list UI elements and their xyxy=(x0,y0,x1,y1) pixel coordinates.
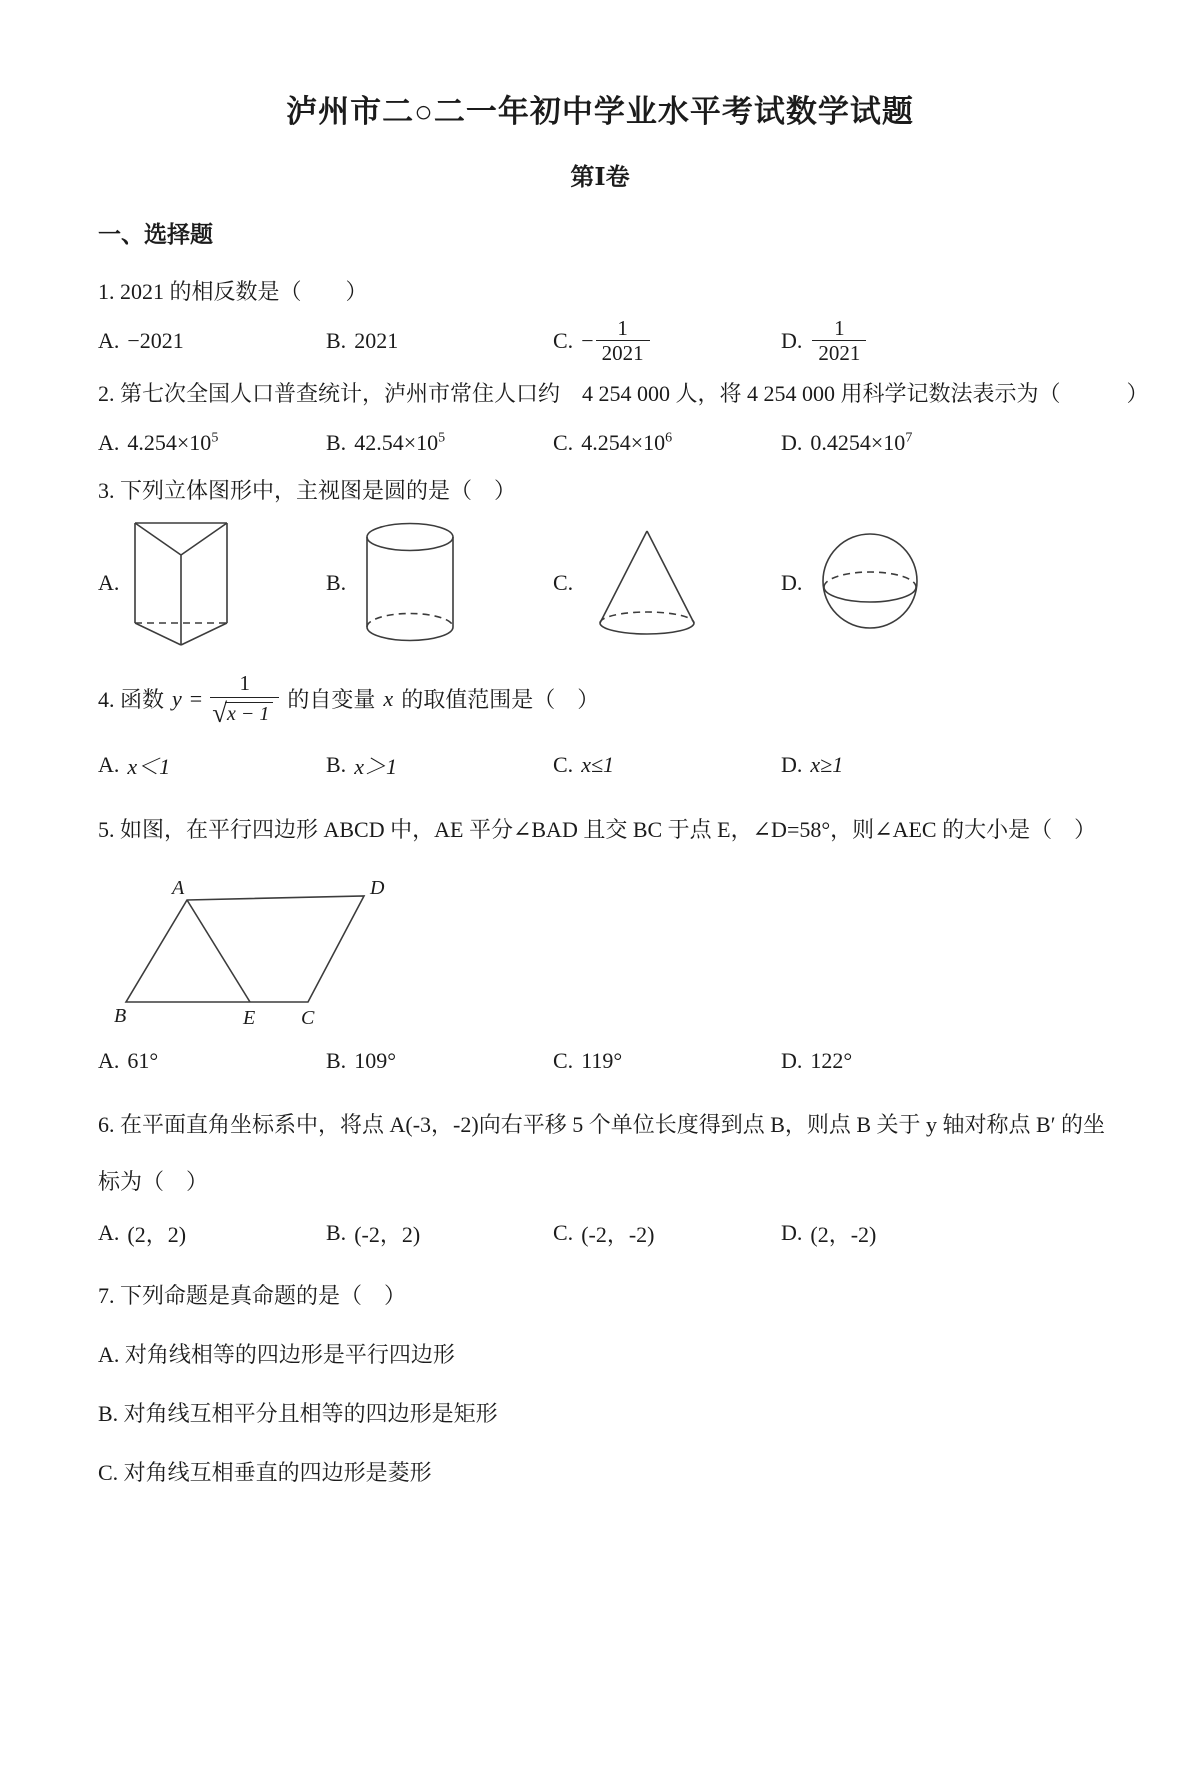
sphere-icon xyxy=(818,531,922,635)
q5-option-c xyxy=(553,1048,781,1074)
radical-sign: √ xyxy=(212,698,228,729)
cylinder-icon xyxy=(364,521,456,645)
question-7-stem: 7. 下列命题是真命题的是（ ） xyxy=(98,1282,407,1308)
q1-option-b xyxy=(326,328,553,354)
option-label: B. xyxy=(326,1220,347,1246)
q6-option-a xyxy=(98,1218,326,1249)
option-value: (-2，2) xyxy=(354,1221,421,1247)
fraction-denominator: 2021 xyxy=(596,340,650,365)
q4-fraction xyxy=(210,671,279,729)
option-label: D. xyxy=(781,327,803,353)
vertex-label-b: B xyxy=(114,1004,127,1027)
option-label: D. xyxy=(781,1220,803,1246)
option-value: $42.54\times 10^5$ xyxy=(354,430,446,456)
q6-option-b xyxy=(326,1218,553,1249)
minus-sign: − xyxy=(581,327,594,353)
option-value: x≥1 xyxy=(810,752,844,778)
volume-heading: 第Ⅰ卷 xyxy=(570,165,630,191)
fraction-numerator: 1 xyxy=(834,316,845,340)
exam-title: 泸州市二○二一年初中学业水平考试数学试题 xyxy=(286,94,914,129)
option-label: C. xyxy=(553,1220,574,1246)
vertex-label-c: C xyxy=(301,1006,315,1028)
option-label: A. xyxy=(98,752,120,778)
option-label: B. xyxy=(326,752,347,778)
question-5-options xyxy=(98,1048,1102,1074)
q1-option-d xyxy=(781,316,1102,365)
option-label: C. xyxy=(553,1047,574,1073)
question-2-stem: 2. 第七次全国人口普查统计，泸州市常住人口约 4 254 000 人，将 4 254 000 用科学记数法表示为（ ） xyxy=(98,381,1149,407)
parallelogram-figure xyxy=(112,870,412,1028)
q1-option-a xyxy=(98,328,326,354)
option-value: 61° xyxy=(127,1047,159,1073)
q2-option-d xyxy=(781,430,1102,456)
option-label: B. xyxy=(326,327,347,353)
fraction-denominator: 2021 xyxy=(812,340,866,365)
option-label: C. xyxy=(553,430,574,456)
q5-option-d xyxy=(781,1048,1102,1074)
question-1-options xyxy=(98,316,1102,365)
question-6-stem-line2: 标为（ ） xyxy=(98,1168,209,1194)
question-4-stem xyxy=(98,671,1102,729)
q3-option-b xyxy=(326,521,553,645)
q2-option-b xyxy=(326,430,553,456)
exam-paper-page xyxy=(0,86,1200,1784)
option-value: x≤1 xyxy=(581,752,615,778)
option-label: A. xyxy=(98,430,120,456)
radicand: x − 1 xyxy=(225,702,273,725)
section-heading: 一、选择题 xyxy=(98,221,213,247)
option-label: A. xyxy=(98,1220,120,1246)
option-value: $0.4254\times 10^7$ xyxy=(810,430,913,456)
fraction-numerator: 1 xyxy=(617,316,628,340)
option-label: C. xyxy=(553,752,574,778)
var-x: x xyxy=(383,685,394,711)
question-5-stem: 5. 如图，在平行四边形 ABCD 中，AE 平分∠BAD 且交 BC 于点 E，∠D=58°，则∠AEC 的大小是（ ） xyxy=(98,816,1097,842)
option-label: C. xyxy=(553,569,574,595)
vertex-label-e: E xyxy=(243,1006,256,1028)
q1-option-c xyxy=(553,316,781,365)
q2-option-c xyxy=(553,430,781,456)
option-value: 109° xyxy=(354,1047,396,1073)
option-value: (2，2) xyxy=(127,1221,187,1247)
q4-stem-post2: 的取值范围是（ ） xyxy=(401,687,600,713)
q4-option-a xyxy=(98,750,326,781)
fraction xyxy=(596,316,650,365)
q3-option-c xyxy=(553,527,781,639)
q4-option-c xyxy=(553,752,781,778)
option-value: (-2，-2) xyxy=(581,1221,655,1247)
q5-option-b xyxy=(326,1048,553,1074)
question-3-stem: 3. 下列立体图形中，主视图是圆的是（ ） xyxy=(98,478,517,504)
option-label: D. xyxy=(781,569,803,595)
q3-option-d xyxy=(781,531,1102,635)
q6-option-d xyxy=(781,1218,1102,1249)
triangular-prism-icon xyxy=(127,515,235,650)
option-label: C. xyxy=(553,327,574,353)
vertex-label-d: D xyxy=(370,876,385,899)
option-value: (2，-2) xyxy=(810,1221,877,1247)
q2-option-a xyxy=(98,430,326,456)
option-label: D. xyxy=(781,752,803,778)
question-6-options xyxy=(98,1218,1102,1249)
fraction-denominator xyxy=(210,697,279,729)
question-6-stem-line1: 6. 在平面直角坐标系中，将点 A(-3，-2)向右平移 5 个单位长度得到点 B，则点 B 关于 y 轴对称点 B′ 的坐 xyxy=(98,1111,1106,1137)
option-value: $4.254\times 10^6$ xyxy=(581,430,673,456)
q7-option-b: B. 对角线互相平分且相等的四边形是矩形 xyxy=(98,1400,498,1426)
question-1-stem: 1. 2021 的相反数是（ ） xyxy=(98,279,368,304)
option-value: x＞1 xyxy=(354,753,397,779)
option-value: 2021 xyxy=(354,327,399,353)
equals-sign: = xyxy=(189,685,203,711)
q5-option-a xyxy=(98,1048,326,1074)
option-value: $4.254\times 10^5$ xyxy=(127,430,219,456)
q4-stem-pre: 4. 函数 xyxy=(98,687,165,713)
q7-option-c: C. 对角线互相垂直的四边形是菱形 xyxy=(98,1459,432,1485)
page-content xyxy=(0,86,1200,1487)
option-label: D. xyxy=(781,1047,803,1073)
option-label: D. xyxy=(781,430,803,456)
cone-icon xyxy=(595,527,699,639)
var-y: y xyxy=(172,685,182,711)
option-label: A. xyxy=(98,569,120,595)
option-label: A. xyxy=(98,327,120,353)
option-label: B. xyxy=(326,1047,347,1073)
option-label: B. xyxy=(326,430,347,456)
vertex-label-a: A xyxy=(172,876,185,899)
option-value: −2021 xyxy=(127,327,184,353)
q4-option-d xyxy=(781,752,1102,778)
q3-option-a xyxy=(98,515,326,650)
question-4-options xyxy=(98,750,1102,781)
q4-option-b xyxy=(326,750,553,781)
q7-option-a: A. 对角线相等的四边形是平行四边形 xyxy=(98,1341,455,1367)
option-value: x＜1 xyxy=(127,753,171,779)
q6-option-c xyxy=(553,1218,781,1249)
q4-stem-post1: 的自变量 xyxy=(287,687,376,713)
fraction-numerator: 1 xyxy=(239,671,251,696)
option-label: A. xyxy=(98,1047,120,1073)
option-value: 122° xyxy=(810,1047,853,1073)
question-2-options xyxy=(98,430,1102,456)
question-3-figures xyxy=(98,515,1102,650)
fraction xyxy=(812,316,866,365)
option-value: 119° xyxy=(581,1047,623,1073)
option-label: B. xyxy=(326,569,347,595)
